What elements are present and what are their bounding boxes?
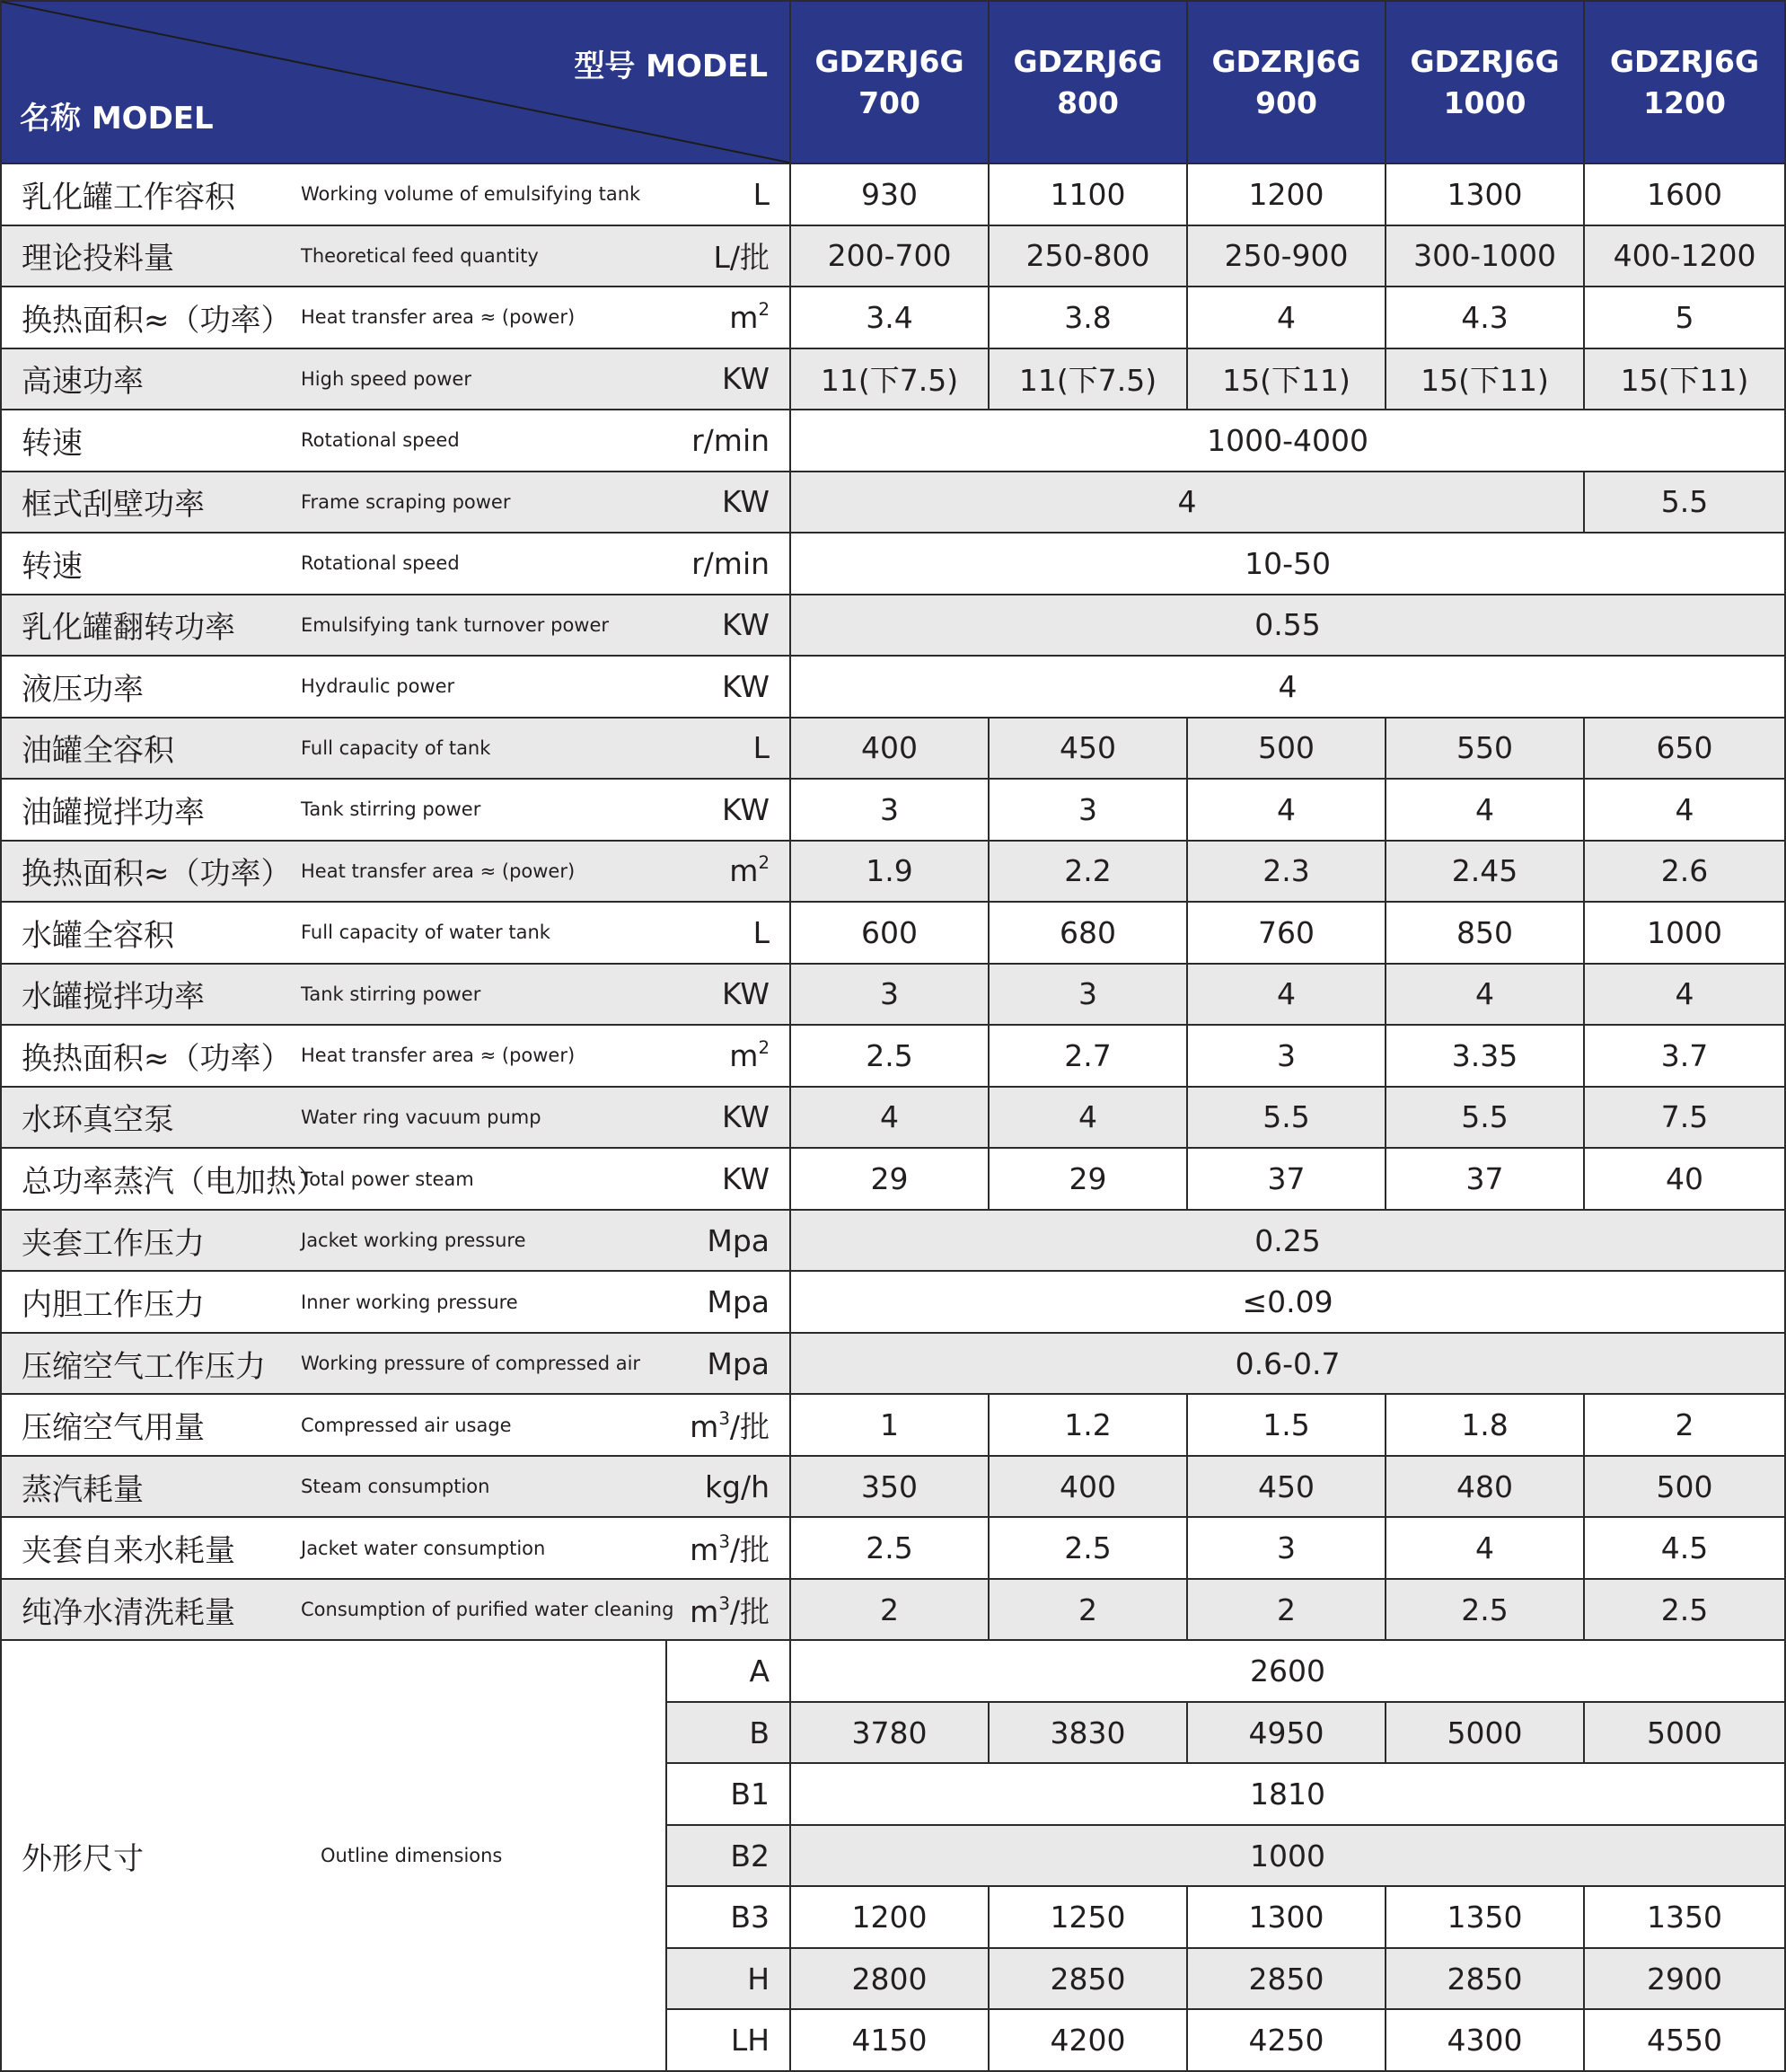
row-unit — [666, 718, 790, 780]
value-cell: 400-1200 — [1584, 225, 1785, 287]
row-name-en: Heat transfer area ≈ (power) — [295, 287, 666, 348]
row-name-en: Total power steam — [295, 1148, 666, 1210]
row-name-en: Jacket working pressure — [295, 1210, 666, 1272]
row-name-cn: 内胆工作压力 — [1, 1271, 295, 1333]
value-cell: 1200 — [790, 1886, 989, 1948]
row-name-cn: 油罐搅拌功率 — [1, 779, 295, 841]
row-name-cn: 夹套自来水耗量 — [1, 1517, 295, 1579]
row-unit — [666, 656, 790, 718]
value-cell: 400 — [989, 1456, 1187, 1518]
value-cell: 1300 — [1187, 1886, 1386, 1948]
value-cell: 1.5 — [1187, 1394, 1386, 1456]
unit-text: r/min — [691, 545, 770, 581]
unit-text: KW — [721, 791, 770, 827]
model-header-800: GDZRJ6G 800 — [989, 1, 1187, 163]
value-cell: 3.7 — [1584, 1025, 1785, 1087]
row-unit — [666, 1148, 790, 1210]
unit-superscript: 3 — [718, 1531, 730, 1553]
value-cell: 3.35 — [1386, 1025, 1584, 1087]
table-row — [1, 472, 1785, 533]
row-name-en: Jacket water consumption — [295, 1517, 666, 1579]
merged-value-cell: 1000-4000 — [790, 410, 1785, 472]
merged-value-cell: 4 — [790, 472, 1584, 533]
value-cell: 1 — [790, 1394, 989, 1456]
value-cell: 4 — [1386, 779, 1584, 841]
value-cell: 1000 — [1584, 902, 1785, 964]
unit-text: Mpa — [707, 1284, 770, 1320]
value-cell: 4 — [989, 1087, 1187, 1149]
value-cell: 5 — [1584, 287, 1785, 348]
table-row — [1, 1333, 1785, 1395]
value-cell: 4 — [1584, 964, 1785, 1026]
merged-value-cell: 1810 — [790, 1763, 1785, 1825]
value-cell: 4200 — [989, 2009, 1187, 2071]
value-cell: 15(下11) — [1584, 348, 1785, 410]
unit-superscript: 2 — [758, 1037, 770, 1059]
unit-text: L — [752, 730, 770, 766]
row-unit — [666, 1210, 790, 1272]
dimension-key: LH — [666, 2009, 790, 2071]
unit-text: L/批 — [713, 240, 770, 276]
value-cell: 3 — [790, 779, 989, 841]
row-name-en: Compressed air usage — [295, 1394, 666, 1456]
unit-text: kg/h — [704, 1468, 770, 1504]
unit-text: m — [729, 1037, 759, 1073]
unit-text: KW — [721, 668, 770, 704]
value-cell: 2850 — [989, 1948, 1187, 2010]
value-cell: 4 — [1386, 964, 1584, 1026]
value-cell: 2 — [1584, 1394, 1785, 1456]
corner-header-cell — [1, 1, 790, 163]
row-unit — [666, 1456, 790, 1518]
row-unit — [666, 1333, 790, 1395]
merged-value-cell: ≤0.09 — [790, 1271, 1785, 1333]
row-unit — [666, 1271, 790, 1333]
row-unit — [666, 472, 790, 533]
value-cell: 4 — [1386, 1517, 1584, 1579]
value-cell: 1600 — [1584, 163, 1785, 225]
row-unit — [666, 1517, 790, 1579]
row-name-cn: 水罐全容积 — [1, 902, 295, 964]
value-cell: 5000 — [1584, 1702, 1785, 1764]
row-unit — [666, 964, 790, 1026]
value-cell: 450 — [1187, 1456, 1386, 1518]
value-cell: 4 — [1187, 964, 1386, 1026]
table-row — [1, 902, 1785, 964]
unit-suffix: /批 — [729, 1409, 770, 1445]
table-row — [1, 779, 1785, 841]
row-unit — [666, 287, 790, 348]
table-row — [1, 595, 1785, 657]
row-name-cn: 转速 — [1, 410, 295, 472]
row-name-cn: 乳化罐翻转功率 — [1, 595, 295, 657]
unit-text: L — [752, 914, 770, 950]
unit-suffix: /批 — [729, 1593, 770, 1629]
value-cell: 2800 — [790, 1948, 989, 2010]
model-header-label: 型号 MODEL — [574, 48, 769, 84]
value-cell: 29 — [989, 1148, 1187, 1210]
row-name-cn: 蒸汽耗量 — [1, 1456, 295, 1518]
row-unit — [666, 902, 790, 964]
value-cell: 37 — [1386, 1148, 1584, 1210]
unit-text: m — [690, 1409, 719, 1445]
row-name-en: Rotational speed — [295, 533, 666, 595]
row-name-en: Water ring vacuum pump — [295, 1087, 666, 1149]
value-cell: 200-700 — [790, 225, 989, 287]
outline-name-en: Outline dimensions — [295, 1640, 666, 2071]
value-cell: 300-1000 — [1386, 225, 1584, 287]
outline-name-cn: 外形尺寸 — [1, 1640, 295, 2071]
value-cell: 1200 — [1187, 163, 1386, 225]
unit-superscript: 3 — [718, 1592, 730, 1614]
value-cell: 3830 — [989, 1702, 1187, 1764]
row-unit — [666, 225, 790, 287]
value-cell: 4 — [1584, 779, 1785, 841]
value-cell: 4300 — [1386, 2009, 1584, 2071]
row-unit — [666, 1025, 790, 1087]
value-cell: 2.2 — [989, 841, 1187, 903]
table-row — [1, 718, 1785, 780]
value-cell: 3 — [1187, 1517, 1386, 1579]
merged-value-cell: 1000 — [790, 1825, 1785, 1887]
row-name-en: Rotational speed — [295, 410, 666, 472]
value-cell: 2.45 — [1386, 841, 1584, 903]
value-cell: 11(下7.5) — [989, 348, 1187, 410]
row-name-en: Consumption of purified water cleaning — [295, 1579, 666, 1641]
value-cell: 3 — [989, 964, 1187, 1026]
value-cell: 2.5 — [1386, 1579, 1584, 1641]
table-row — [1, 1456, 1785, 1518]
table-row — [1, 1394, 1785, 1456]
dimension-key: A — [666, 1640, 790, 1702]
value-cell: 4250 — [1187, 2009, 1386, 2071]
value-cell: 2850 — [1386, 1948, 1584, 2010]
row-name-cn: 总功率蒸汽（电加热） — [1, 1148, 295, 1210]
row-name-cn: 液压功率 — [1, 656, 295, 718]
value-cell: 1350 — [1584, 1886, 1785, 1948]
value-cell: 1350 — [1386, 1886, 1584, 1948]
row-name-en: Heat transfer area ≈ (power) — [295, 1025, 666, 1087]
value-cell: 15(下11) — [1187, 348, 1386, 410]
value-cell: 4550 — [1584, 2009, 1785, 2071]
row-unit — [666, 595, 790, 657]
value-cell: 1.9 — [790, 841, 989, 903]
table-row — [1, 1579, 1785, 1641]
row-name-cn: 理论投料量 — [1, 225, 295, 287]
row-name-cn: 换热面积≈（功率） — [1, 287, 295, 348]
row-name-cn: 转速 — [1, 533, 295, 595]
value-cell: 2.7 — [989, 1025, 1187, 1087]
dimension-key: H — [666, 1948, 790, 2010]
dimension-key: B3 — [666, 1886, 790, 1948]
value-cell: 3 — [989, 779, 1187, 841]
value-cell: 1.8 — [1386, 1394, 1584, 1456]
unit-text: KW — [721, 361, 770, 397]
value-cell: 2900 — [1584, 1948, 1785, 2010]
value-cell: 40 — [1584, 1148, 1785, 1210]
dimension-key: B1 — [666, 1763, 790, 1825]
unit-superscript: 3 — [718, 1408, 730, 1430]
value-cell: 5.5 — [1187, 1087, 1386, 1149]
model-header-1000: GDZRJ6G 1000 — [1386, 1, 1584, 163]
value-cell: 500 — [1187, 718, 1386, 780]
row-name-cn: 油罐全容积 — [1, 718, 295, 780]
row-unit — [666, 779, 790, 841]
dimension-key: B — [666, 1702, 790, 1764]
row-name-cn: 换热面积≈（功率） — [1, 841, 295, 903]
value-cell: 4150 — [790, 2009, 989, 2071]
unit-superscript: 2 — [758, 298, 770, 320]
value-cell: 29 — [790, 1148, 989, 1210]
table-row — [1, 841, 1785, 903]
dimension-row — [1, 1640, 1785, 1702]
row-name-en: Inner working pressure — [295, 1271, 666, 1333]
merged-value-cell: 2600 — [790, 1640, 1785, 1702]
value-cell: 680 — [989, 902, 1187, 964]
row-name-cn: 高速功率 — [1, 348, 295, 410]
row-name-cn: 压缩空气工作压力 — [1, 1333, 295, 1395]
unit-text: m — [690, 1593, 719, 1629]
unit-text: m — [729, 853, 759, 889]
spec-body — [1, 163, 1785, 2071]
value-cell: 2.5 — [790, 1517, 989, 1579]
value-cell: 11(下7.5) — [790, 348, 989, 410]
value-cell: 600 — [790, 902, 989, 964]
value-cell: 760 — [1187, 902, 1386, 964]
value-cell: 850 — [1386, 902, 1584, 964]
value-cell: 450 — [989, 718, 1187, 780]
unit-text: KW — [721, 976, 770, 1012]
table-row — [1, 1025, 1785, 1087]
unit-suffix: /批 — [729, 1532, 770, 1568]
value-cell: 1250 — [989, 1886, 1187, 1948]
value-cell: 550 — [1386, 718, 1584, 780]
header-row — [1, 1, 1785, 163]
row-name-en: Heat transfer area ≈ (power) — [295, 841, 666, 903]
value-cell: 5.5 — [1386, 1087, 1584, 1149]
row-name-en: Full capacity of tank — [295, 718, 666, 780]
value-cell: 1300 — [1386, 163, 1584, 225]
unit-text: Mpa — [707, 1222, 770, 1258]
row-name-en: Steam consumption — [295, 1456, 666, 1518]
name-header-label: 名称 MODEL — [20, 101, 214, 137]
row-name-en: Hydraulic power — [295, 656, 666, 718]
row-name-cn: 乳化罐工作容积 — [1, 163, 295, 225]
dimension-key: B2 — [666, 1825, 790, 1887]
value-cell: 4 — [1187, 287, 1386, 348]
value-cell: 37 — [1187, 1148, 1386, 1210]
value-cell: 500 — [1584, 1456, 1785, 1518]
value-cell: 250-900 — [1187, 225, 1386, 287]
value-cell: 4.5 — [1584, 1517, 1785, 1579]
row-name-en: Tank stirring power — [295, 964, 666, 1026]
table-row — [1, 1148, 1785, 1210]
unit-text: Mpa — [707, 1345, 770, 1381]
value-cell: 350 — [790, 1456, 989, 1518]
model-header-700: GDZRJ6G 700 — [790, 1, 989, 163]
row-name-en: Frame scraping power — [295, 472, 666, 533]
value-cell: 4 — [790, 1087, 989, 1149]
merged-value-cell: 0.6-0.7 — [790, 1333, 1785, 1395]
value-cell: 2850 — [1187, 1948, 1386, 2010]
value-cell: 3.8 — [989, 287, 1187, 348]
table-row — [1, 1517, 1785, 1579]
row-unit — [666, 410, 790, 472]
value-cell: 5.5 — [1584, 472, 1785, 533]
value-cell: 3780 — [790, 1702, 989, 1764]
value-cell: 2.3 — [1187, 841, 1386, 903]
row-name-en: Full capacity of water tank — [295, 902, 666, 964]
merged-value-cell: 10-50 — [790, 533, 1785, 595]
unit-text: m — [690, 1532, 719, 1568]
value-cell: 400 — [790, 718, 989, 780]
row-name-en: Emulsifying tank turnover power — [295, 595, 666, 657]
value-cell: 2.5 — [989, 1517, 1187, 1579]
table-row — [1, 533, 1785, 595]
table-row — [1, 1210, 1785, 1272]
unit-text: KW — [721, 607, 770, 643]
unit-text: KW — [721, 484, 770, 520]
value-cell: 2 — [790, 1579, 989, 1641]
value-cell: 930 — [790, 163, 989, 225]
value-cell: 3 — [1187, 1025, 1386, 1087]
value-cell: 2.5 — [790, 1025, 989, 1087]
row-name-cn: 水环真空泵 — [1, 1087, 295, 1149]
model-header-900: GDZRJ6G 900 — [1187, 1, 1386, 163]
value-cell: 480 — [1386, 1456, 1584, 1518]
value-cell: 650 — [1584, 718, 1785, 780]
row-name-en: Tank stirring power — [295, 779, 666, 841]
row-name-en: High speed power — [295, 348, 666, 410]
value-cell: 4950 — [1187, 1702, 1386, 1764]
table-row — [1, 163, 1785, 225]
table-row — [1, 1087, 1785, 1149]
value-cell: 3 — [790, 964, 989, 1026]
table-row — [1, 225, 1785, 287]
value-cell: 2.5 — [1584, 1579, 1785, 1641]
value-cell: 4.3 — [1386, 287, 1584, 348]
row-unit — [666, 163, 790, 225]
table-row — [1, 964, 1785, 1026]
unit-text: r/min — [691, 422, 770, 458]
table-row — [1, 348, 1785, 410]
row-name-cn: 换热面积≈（功率） — [1, 1025, 295, 1087]
unit-text: KW — [721, 1099, 770, 1135]
model-header-1200: GDZRJ6G 1200 — [1584, 1, 1785, 163]
value-cell: 15(下11) — [1386, 348, 1584, 410]
merged-value-cell: 4 — [790, 656, 1785, 718]
row-name-cn: 夹套工作压力 — [1, 1210, 295, 1272]
value-cell: 2.6 — [1584, 841, 1785, 903]
row-unit — [666, 1394, 790, 1456]
value-cell: 7.5 — [1584, 1087, 1785, 1149]
row-unit — [666, 1579, 790, 1641]
row-unit — [666, 348, 790, 410]
unit-superscript: 2 — [758, 852, 770, 874]
row-unit — [666, 841, 790, 903]
value-cell: 250-800 — [989, 225, 1187, 287]
value-cell: 3.4 — [790, 287, 989, 348]
value-cell: 4 — [1187, 779, 1386, 841]
value-cell: 5000 — [1386, 1702, 1584, 1764]
value-cell: 2 — [989, 1579, 1187, 1641]
table-row — [1, 1271, 1785, 1333]
value-cell: 1100 — [989, 163, 1187, 225]
table-row — [1, 656, 1785, 718]
row-name-en: Working pressure of compressed air — [295, 1333, 666, 1395]
row-name-en: Working volume of emulsifying tank — [295, 163, 666, 225]
unit-text: m — [729, 299, 759, 335]
row-unit — [666, 533, 790, 595]
row-name-cn: 压缩空气用量 — [1, 1394, 295, 1456]
row-unit — [666, 1087, 790, 1149]
unit-text: KW — [721, 1161, 770, 1196]
value-cell: 1.2 — [989, 1394, 1187, 1456]
table-row — [1, 410, 1785, 472]
row-name-cn: 纯净水清洗耗量 — [1, 1579, 295, 1641]
unit-text: L — [752, 176, 770, 212]
merged-value-cell: 0.25 — [790, 1210, 1785, 1272]
merged-value-cell: 0.55 — [790, 595, 1785, 657]
row-name-en: Theoretical feed quantity — [295, 225, 666, 287]
table-row — [1, 287, 1785, 348]
row-name-cn: 框式刮壁功率 — [1, 472, 295, 533]
value-cell: 2 — [1187, 1579, 1386, 1641]
row-name-cn: 水罐搅拌功率 — [1, 964, 295, 1026]
